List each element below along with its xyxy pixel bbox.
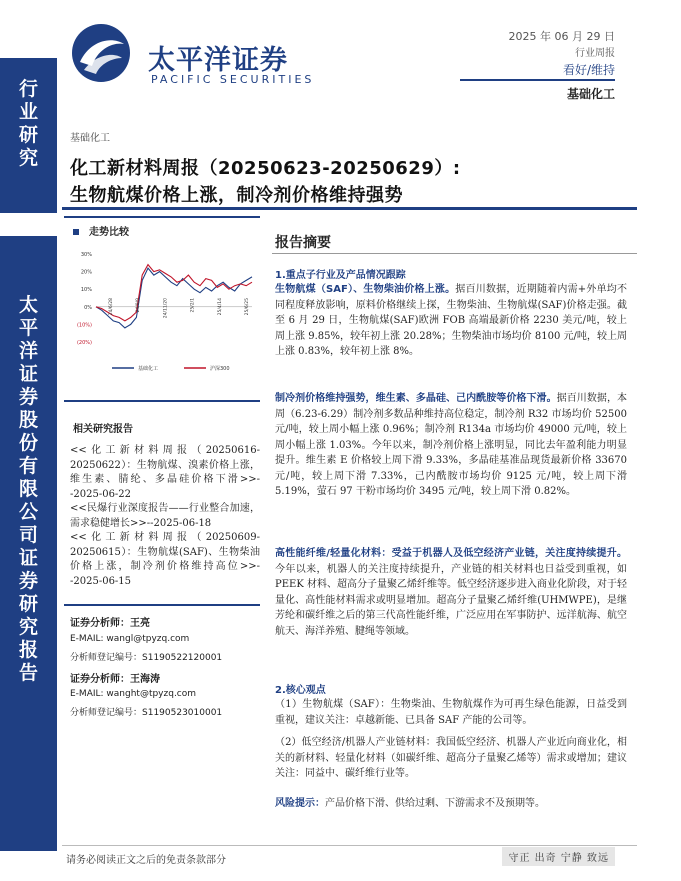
side-char: 限 (18, 478, 38, 500)
side-char: 究 (18, 616, 38, 638)
left-column-divider-mid (64, 400, 260, 402)
paragraph-refrigerant-body: 据百川数据，本周（6.23-6.29）制冷剂多数品种维持高位稳定，制冷剂 R32 市场均价 52500 元/吨，较上周小幅上涨 0.96%；制冷剂 R134a 市场均价 49000 元/吨，较上周小幅上涨 1.03%。今年以来，制冷剂价格上涨明显，同比去年盈利能力明显提升。维生素 E 价格较上周下滑 9.33%，多晶硅基准品现货最新价格 33670 元/吨，较上周下滑 7.33%，己内酰胺市场均价 9125 元/吨，较上周下滑 5.19%，萤石 97 干粉市场均价 3495 元/吨，较上周下滑 0.82%。 (275, 393, 628, 497)
pacific-securities-logo-icon (70, 22, 132, 84)
summary-divider (272, 253, 637, 254)
paragraph-saf-highlight: 生物航煤（SAF）、生物柴油价格上涨。 (275, 284, 456, 295)
legend-label: 沪深300 (210, 366, 230, 372)
side-char: 业 (18, 101, 38, 123)
analyst-1-name: 证券分析师：王亮 (70, 618, 150, 629)
report-title-line2: 生物航煤价格上涨，制冷剂价格维持强势 (70, 185, 403, 206)
trend-heading-text: 走势比较 (89, 227, 129, 238)
x-tick-label: 25/2/1 (190, 298, 196, 313)
related-reports-list (70, 444, 260, 589)
side-char: 公 (18, 501, 38, 523)
report-type: 行业周报 (575, 48, 615, 59)
rating-label: 看好/维持 (562, 63, 615, 77)
paragraph-fiber-highlight: 高性能纤维/轻量化材料：受益于机器人及低空经济产业链，关注度持续提升。 (275, 548, 627, 559)
title-divider (62, 207, 637, 210)
report-date: 2025 年 06 月 29 日 (508, 30, 615, 43)
report-title-line1: 化工新材料周报（20250623-20250629）: (70, 158, 461, 179)
side-char: 份 (18, 432, 38, 454)
side-char: 太 (18, 294, 38, 316)
side-char: 行 (18, 78, 38, 100)
analyst-2-email[interactable]: E-MAIL: wanght@tpyzq.com (70, 689, 197, 699)
series-line-basic-chemicals (96, 268, 252, 328)
left-column-divider-top (64, 216, 260, 218)
x-tick-label: 24/9/9 (136, 298, 142, 313)
side-char: 股 (18, 409, 38, 431)
y-tick-label: 0% (84, 304, 92, 311)
brand-name-en: PACIFIC SECURITIES (151, 73, 315, 86)
x-tick-label: 25/4/14 (217, 298, 223, 316)
risk-label: 风险提示： (275, 798, 325, 809)
breadcrumb: 基础化工 (70, 133, 110, 144)
paragraph-refrigerant (275, 391, 627, 500)
header-divider (460, 79, 615, 81)
side-char: 证 (18, 363, 38, 385)
disclaimer-notice: 请务必阅读正文之后的免责条款部分 (66, 855, 226, 866)
legend-label: 基础化工 (138, 366, 159, 372)
trend-heading (73, 223, 129, 238)
side-char: 券 (18, 570, 38, 592)
side-char: 证 (18, 547, 38, 569)
x-tick-label: 24/6/28 (109, 298, 114, 316)
trend-comparison-chart (64, 244, 258, 380)
paragraph-refrigerant-highlight: 制冷剂价格维持强势，维生素、多晶硅、己内酰胺等价格下滑。 (275, 393, 557, 404)
series-line-csi300 (96, 265, 252, 321)
footer-divider (62, 845, 637, 846)
y-tick-label: (20%) (76, 340, 92, 346)
paragraph-risk (275, 796, 627, 812)
analyst-1-email[interactable]: E-MAIL: wangl@tpyzq.com (70, 634, 190, 644)
y-tick-label: (10%) (76, 322, 92, 329)
y-tick-label: 10% (80, 287, 92, 294)
brand-name-cn: 太平洋证券 (148, 45, 288, 76)
side-label-company (0, 294, 57, 685)
left-column-divider-analyst (64, 604, 260, 606)
section-1-heading: 1.重点子行业及产品情况跟踪 (275, 270, 406, 281)
side-char: 有 (18, 455, 38, 477)
side-char: 告 (18, 662, 38, 684)
side-char: 券 (18, 386, 38, 408)
y-tick-label: 20% (80, 269, 92, 276)
bullet-square-icon (73, 229, 79, 235)
side-band-top (0, 58, 57, 213)
side-char: 司 (18, 524, 38, 546)
company-motto: 守正 出奇 宁静 致远 (502, 847, 615, 866)
related-reports-heading: 相关研究报告 (73, 424, 133, 435)
side-label-industry-research (0, 78, 57, 170)
summary-title: 报告摘要 (275, 235, 331, 251)
analyst-1-cert: 分析师登记编号：S1190522120001 (70, 653, 223, 663)
paragraph-saf (275, 282, 627, 360)
sector-label: 基础化工 (566, 87, 615, 101)
section-2-heading: 2.核心观点 (275, 685, 326, 696)
risk-body: 产品价格下滑、供给过剩、下游需求不及预期等。 (325, 798, 545, 809)
side-char: 报 (18, 639, 38, 661)
related-report-item[interactable]: <<民爆行业深度报告——行业整合加速，需求稳健增长>>--2025-06-18 (70, 503, 260, 529)
paragraph-fiber-body: 今年以来，机器人的关注度持续提升，产业链的相关材料也日益受到重视，如 PEEK 材料、超高分子量聚乙烯纤维等。低空经济逐步进入商业化阶段，对于轻量化、高性能材料需求或明显增加。超高分子量聚乙烯纤维(UHMWPE)，是继芳纶和碳纤维之后的第三代高性能纤维，广泛应用在军事防护、远洋航海、航空航天、海洋养殖、腱绳等领域。 (275, 563, 627, 637)
related-report-item[interactable]: <<化工新材料周报（20250616-20250622）：生物航煤、溴素价格上涨，维生素、腈纶、多晶硅价格下滑>>--2025-06-22 (70, 445, 260, 500)
x-tick-label: 24/11/20 (163, 298, 169, 319)
x-tick-label: 25/6/25 (245, 298, 250, 316)
paragraph-view-1: （1）生物航煤（SAF）：生物柴油、生物航煤作为可再生绿色能源，日益受到重视，建议关注：卓越新能、已具备 SAF 产能的公司等。 (275, 699, 627, 726)
y-tick-label: 30% (80, 252, 92, 258)
paragraph-saf-body: 据百川数据，近期随着内需+外单均不同程度释放影响，原料价格继续上探，生物柴油、生物航煤(SAF)价格走强。截至 6 月 29 日，生物航煤(SAF)欧洲 FOB 高端最新价格 2230 美元/吨，较上周上涨 9.85%，较年初上涨 20.28%；生物柴油市场均价 8100 元/吨，较上周上涨 0.83%，较年初上涨 8%。 (275, 284, 627, 357)
paragraph-fiber (275, 546, 627, 639)
paragraph-view-2: （2）低空经济/机器人产业链材料：我国低空经济、机器人产业近向商业化，相关的新材料、轻量化材料（如碳纤维、超高分子量聚乙烯等）需求或增加；建议关注：同益中、碳纤维行业等。 (275, 737, 627, 779)
analyst-2-cert: 分析师登记编号：S1190523010001 (70, 708, 223, 718)
side-char: 研 (18, 593, 38, 615)
analyst-2-name: 证券分析师：王海涛 (70, 674, 160, 685)
related-report-item[interactable]: <<化工新材料周报（20250609-20250615）：生物航煤(SAF)、生物柴油价格上涨，制冷剂价格维持高位>>--2025-06-15 (70, 532, 260, 587)
side-char: 究 (18, 147, 38, 169)
side-char: 洋 (18, 340, 38, 362)
side-band-bottom (0, 236, 57, 851)
side-char: 研 (18, 124, 38, 146)
side-char: 平 (18, 317, 38, 339)
